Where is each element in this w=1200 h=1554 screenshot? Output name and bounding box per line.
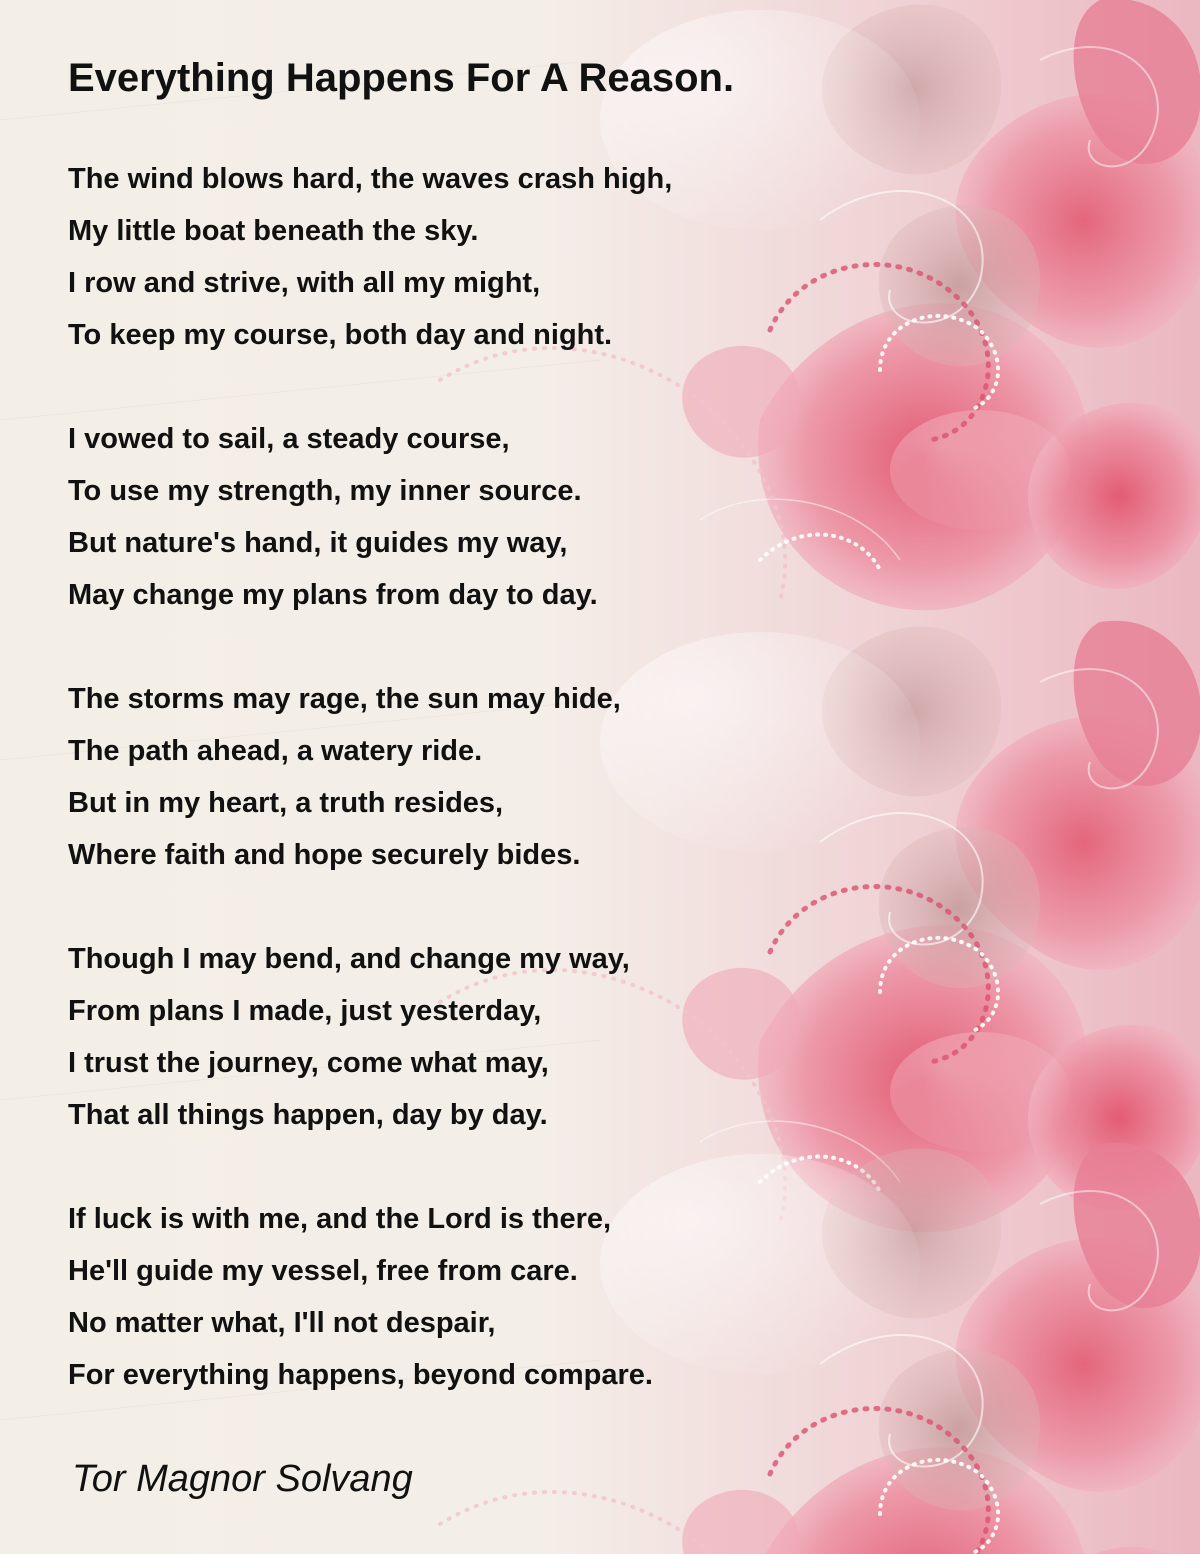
stanza <box>68 153 672 361</box>
poem-line: The storms may rage, the sun may hide, <box>68 683 621 715</box>
poem-line: He'll guide my vessel, free from care. <box>68 1255 578 1287</box>
poem-body <box>68 153 672 1453</box>
stanza <box>68 1193 672 1401</box>
poem-line: I trust the journey, come what may, <box>68 1047 549 1079</box>
stanza <box>68 673 672 881</box>
poem-line: If luck is with me, and the Lord is there, <box>68 1203 612 1235</box>
poem-line: To use my strength, my inner source. <box>68 475 582 507</box>
poem-line: For everything happens, beyond compare. <box>68 1359 653 1391</box>
poem-line: Where faith and hope securely bides. <box>68 839 581 871</box>
poem-line: The path ahead, a watery ride. <box>68 735 483 767</box>
poem-line: My little boat beneath the sky. <box>68 215 479 247</box>
poem-line: That all things happen, day by day. <box>68 1099 548 1131</box>
poem-line: I row and strive, with all my might, <box>68 267 541 299</box>
poem-line: The wind blows hard, the waves crash high, <box>68 163 673 195</box>
poem-line: From plans I made, just yesterday, <box>68 995 542 1027</box>
stanza <box>68 933 672 1141</box>
poem-line: To keep my course, both day and night. <box>68 319 613 351</box>
stanza <box>68 413 672 621</box>
poem-line: Though I may bend, and change my way, <box>68 943 630 975</box>
poem-line: No matter what, I'll not despair, <box>68 1307 496 1339</box>
poem-title: Everything Happens For A Reason. <box>68 56 735 100</box>
poem-line: But nature's hand, it guides my way, <box>68 527 568 559</box>
poem-line: I vowed to sail, a steady course, <box>68 423 510 455</box>
poem-line: May change my plans from day to day. <box>68 579 598 611</box>
poem-line: But in my heart, a truth resides, <box>68 787 504 819</box>
poem-author: Tor Magnor Solvang <box>72 1458 413 1500</box>
